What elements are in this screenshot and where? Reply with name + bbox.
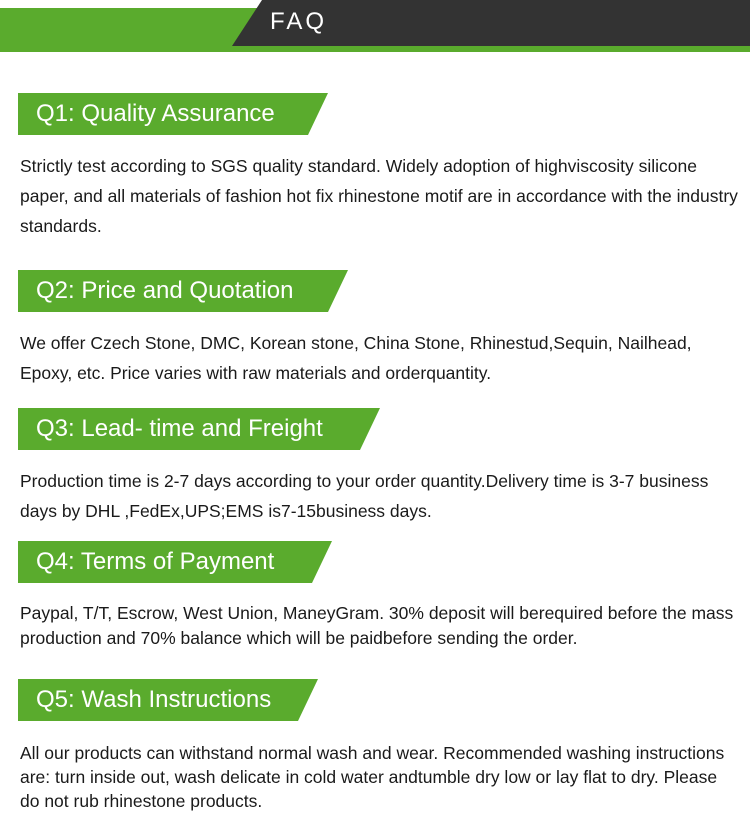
question-title: Q3: Lead- time and Freight bbox=[36, 415, 323, 442]
question-title: Q1: Quality Assurance bbox=[36, 100, 275, 127]
answer-text: Paypal, T/T, Escrow, West Union, ManeyGram. 30% deposit will berequired before the mass production and 70% balance which will be paidbefore sending the order. bbox=[20, 603, 734, 648]
header-banner-shape bbox=[0, 0, 750, 54]
question-title: Q4: Terms of Payment bbox=[36, 548, 275, 575]
faq-header-banner bbox=[0, 0, 750, 54]
answer-text: Strictly test according to SGS quality standard. Widely adoption of highviscosity silicone paper, and all materials of fashion hot fix rhinestone motif are in accordance with the industry standards. bbox=[20, 156, 738, 236]
answer-text: We offer Czech Stone, DMC, Korean stone, China Stone, Rhinestud,Sequin, Nailhead, Epoxy, etc. Price varies with raw materials and orderquantity. bbox=[20, 333, 692, 383]
page-title: FAQ bbox=[270, 8, 328, 35]
question-title: Q5: Wash Instructions bbox=[36, 686, 272, 713]
question-title: Q2: Price and Quotation bbox=[36, 277, 294, 304]
answer-text: All our products can withstand normal wash and wear. Recommended washing instructions are: turn inside out, wash delicate in cold water andtumble dry low or lay flat to dry. Please do not rub rhinestone products. bbox=[20, 743, 725, 811]
answer-text: Production time is 2-7 days according to your order quantity.Delivery time is 3-7 business days by DHL ,FedEx,UPS;EMS is7-15business days. bbox=[20, 471, 709, 521]
